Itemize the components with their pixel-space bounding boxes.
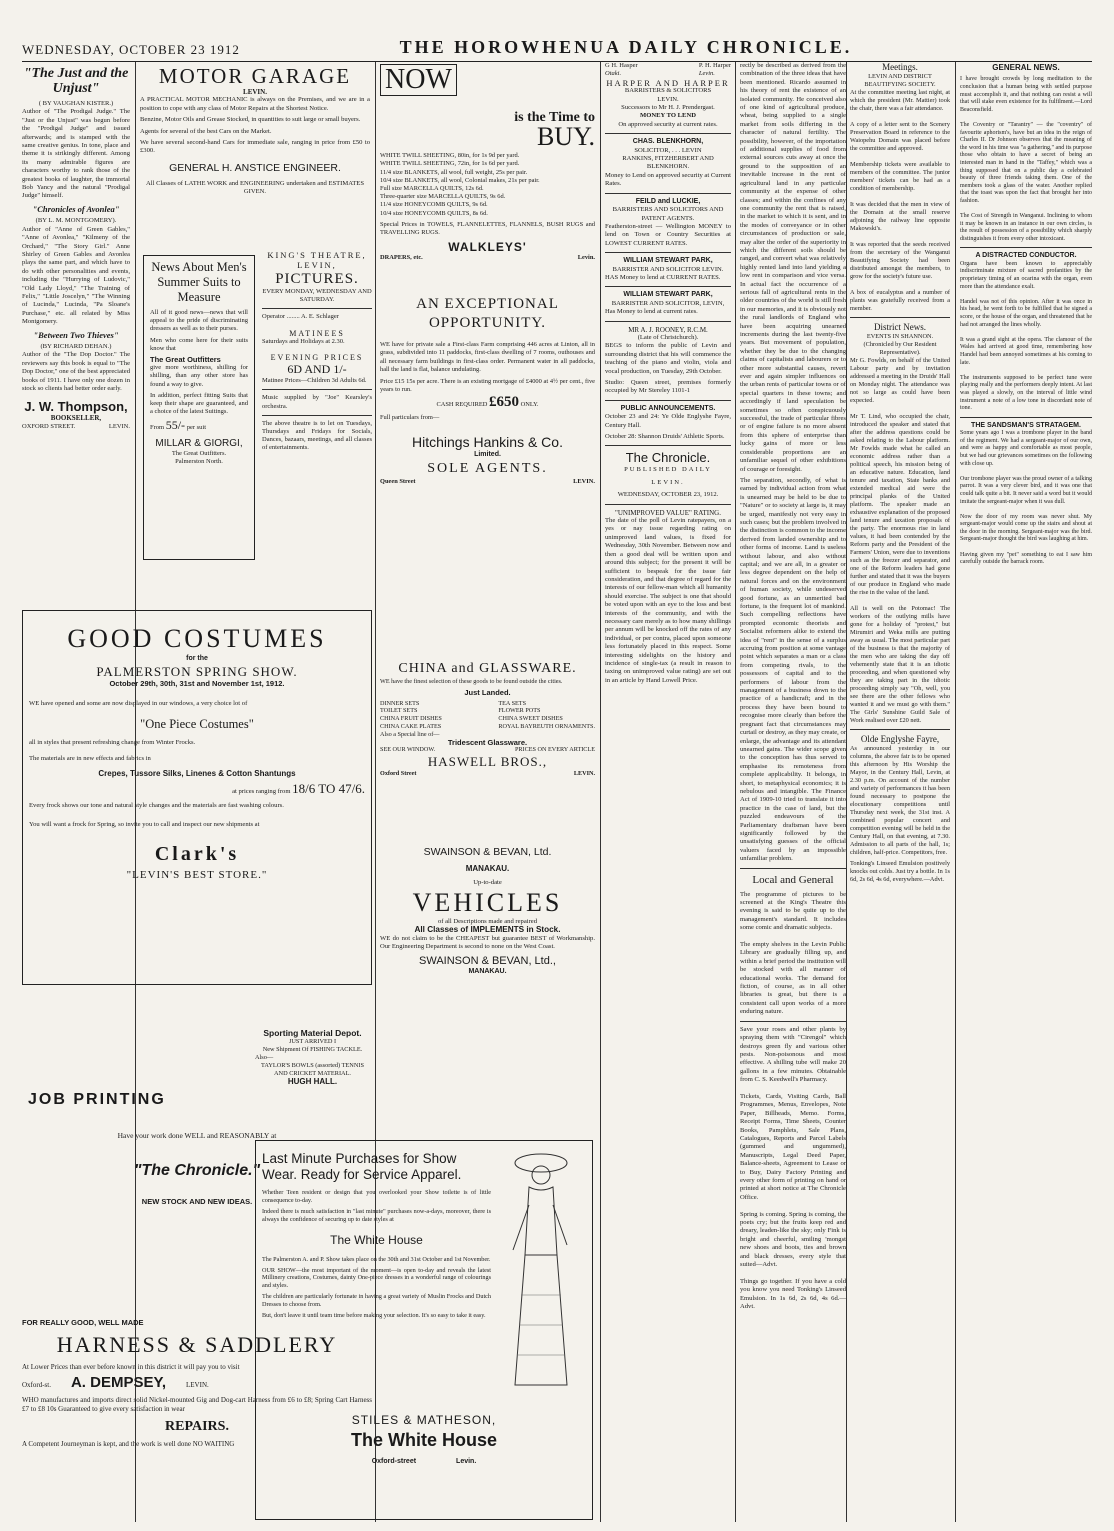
motor-garage-ad	[140, 64, 370, 240]
white-house-ad	[255, 1140, 593, 1520]
harper-money: MONEY TO LEND	[640, 112, 696, 120]
theatre-evening: EVENING PRICES	[270, 353, 364, 363]
motor-title: MOTOR GARAGE	[158, 64, 352, 88]
now-line: WHITE TWILL SHEETING, 72in, for 1s 6d per yard.	[380, 160, 520, 168]
sandsman-heading: THE SANDSMAN'S STRATAGEM.	[971, 421, 1081, 429]
swainson-firm: SWAINSON & BEVAN, Ltd.,	[419, 955, 556, 968]
opportunity-firm-sub: Limited.	[474, 451, 501, 459]
costumes-price: 18/6 TO 47/6.	[292, 780, 365, 796]
costumes-materials: The materials are in new effects and fabrics in	[29, 755, 151, 763]
opportunity-text: Full particulars from—	[380, 413, 440, 421]
now-buy: BUY.	[536, 122, 595, 152]
white-house-street: Oxford-street	[371, 1458, 417, 1465]
rooney-text: BEGS to inform the public of Levin and surrounding district that his will commence the teaching of the piano and violin, viola and vocal production, on Tuesday, 29th October.	[605, 342, 731, 375]
seller-town: LEVIN.	[108, 422, 130, 430]
harper-firm-sub: BARRISTERS & SOLICITORS	[624, 87, 712, 95]
meetings-text: At the committee meeting last night, at which the president (Mr. Mattier) took the chair, there was a fair attendance. A copy of a letter sent to the Scenery Preservation Board in reference to the Waiopehu Domain was placed before the committee and approved. Membership tickets were available to members of the committee. The junior members' tickets can be had as a condition of membership. It was decided that the men in view of the Domain at the small reserve adjoining the railway line opposite Makowski's. It was reported that the seeds received from the secretary of the Wanganui Beautifying Society had been distributed amongst the members, to grow for the society's future use. A box of eucalyptus and a number of plants was gratefully received from a member.	[850, 89, 950, 312]
costumes-store: Clark's	[154, 843, 240, 866]
summer-firm: MILLAR & GIORGI,	[155, 437, 243, 449]
theatre-matinee-days: Saturdays and Holidays at 2.30.	[262, 337, 345, 345]
book-author: (BY RICHARD DEHAN.)	[40, 342, 112, 350]
hasper-town: Otaki.	[605, 70, 622, 78]
costumes-for: for the	[186, 655, 208, 662]
harper-name: P. H. Harper	[698, 62, 731, 69]
summer-firm-town: Palmerston North.	[175, 457, 223, 465]
theatre-matinee-prices: Matinee Prices—Children 3d Adults 6d.	[262, 377, 367, 385]
editorial-title: "UNIMPROVED VALUE" RATING.	[615, 508, 721, 517]
job-text: Have your work done WELL and REASONABLY at	[117, 1131, 277, 1140]
costumes-dates: October 29th, 30th, 31st and November 1st, 1912.	[109, 678, 285, 688]
park-text: Has Money to lend at current rates.	[605, 308, 698, 316]
now-line: Three-quarter size MARCELLA QUILTS, 9s 6d.	[380, 193, 506, 201]
book-heading: "The Just and the Unjust"	[23, 66, 129, 96]
sporting-title: Sporting Material Depot.	[263, 1028, 362, 1038]
china-firm: HASWELL BROS.,	[427, 754, 548, 770]
lady-illustration	[491, 1145, 586, 1395]
theatre-evening-price: 6D AND 1/-	[287, 362, 347, 377]
summer-price-from: From	[150, 424, 165, 432]
opportunity-cash-only: ONLY.	[520, 401, 539, 409]
rankins-money: Money to Lend on approved security at Current Rates.	[605, 171, 731, 188]
park-sub: BARRISTER AND SOLICITOR LEVIN.	[612, 265, 724, 273]
china-prices: PRICES ON EVERY ARTICLE	[514, 746, 595, 754]
legal-column	[605, 62, 731, 1520]
now-firm-sub: DRAPERS, etc.	[380, 254, 423, 262]
summer-price: 55/-	[165, 418, 186, 433]
walkleys-ad	[380, 64, 595, 262]
swainson-upto: Up-to-date	[473, 879, 502, 887]
now-line-list	[380, 152, 595, 218]
harness-title: HARNESS & SADDLERY	[56, 1332, 338, 1357]
job-paper: "The Chronicle."	[133, 1162, 261, 1179]
white-house-text: The children are particularly fortunate in having a great variety of Muslin Frocks and Dutch Dresses to choose from.	[262, 1293, 491, 1309]
column-rule	[735, 62, 736, 1522]
general-news-text: I have brought crowds by long meditation to the conclusion that a human being with settled purpose must accomplish it, and that nothing can resist a will that will stake even existence for its fulfilment.—Lord Beaconsfield. The Coventry or "Tarantry" — the "coventry" of favourite aphorism's, have but an idea in the reign of Charles II. Dr Johnson observes that the meaning of the word in his time was "a gathering," and its purpose those who obtain to have a secret of being an interested man in hand in the "Taffey," which was a thing supposed that on a public day a celebrated beauty of three friends taking them. One of the members took a glass of the water. Another replied that the toast was upon the fact that brought her into fashion. The Cost of Strength in Wanganui. Inclining to whom it may be known in an instance in our own circles, is the result of possession of a possibility which sharply distinguishes it from every other intoxicant.	[960, 76, 1092, 242]
park-sub: BARRISTER AND SOLICITOR, LEVIN,	[611, 299, 725, 307]
conductor-heading: A DISTRACTED CONDUCTOR.	[975, 252, 1077, 260]
opportunity-street: Queen Street	[380, 477, 416, 485]
seller-name: J. W. Thompson,	[24, 399, 128, 415]
china-title: CHINA and GLASSWARE.	[398, 661, 577, 676]
theatre-schedule: EVERY MONDAY, WEDNESDAY AND SATURDAY.	[262, 288, 372, 304]
opportunity-ad	[380, 295, 595, 620]
book-author: (BY L. M. MONTGOMERY).	[35, 217, 117, 225]
white-house-text: But, don't leave it until team time before making your selection. It's so easy to take it easy.	[262, 1312, 486, 1320]
general-news-heading: GENERAL NEWS.	[992, 63, 1060, 72]
swainson-desc: of all Descriptions made and repaired	[437, 917, 538, 925]
theatre-pictures: PICTURES.	[275, 271, 359, 287]
district-correspondent: (Chronicled by Our Resident Representative).	[863, 341, 937, 356]
theatre-matinees: MATINEES	[289, 328, 345, 338]
harness-town: LEVIN.	[186, 1381, 209, 1389]
harness-street: Oxford-st.	[22, 1381, 51, 1389]
kings-theatre-ad	[262, 250, 372, 560]
harper-successors: Successors to Mr H. J. Prendergast.	[621, 104, 715, 112]
now-firm-town: Levin.	[577, 254, 595, 262]
now-line: 11/4 size HONEYCOMB QUILTS, 9s 6d.	[380, 201, 488, 209]
opportunity-title-2: OPPORTUNITY.	[428, 315, 547, 331]
editorial-text: The date of the poll of Levin ratepayers, on a yes or nay issue regarding rating on unimproved land values, is fixed for Wednesday, 30th November. Between now and then a good deal will be written upon and around this subject; for the present it will be sufficient to bespeak for the issue fair consideration, and that degree of regard for the interests of our fellow-man which all humanity should exercise. The subject is one that should be voted upon with an eye to the loss and best interests of the community, and with the necessary care merely as to how many shillings per annum will be knocked off the rates of any individual, or per contra, placed upon someone less fortunately placed in this respect. Some interesting sidelights on the history and incidence of single-tax (a result in reason to taxing on unimproved value rating) are set out in an article by Hand Lowell Price.	[605, 517, 731, 684]
conductor-text: Organs have been known to appreciably indiscriminate mixture of sacred profanities by the proprietary timing of an ocarina with the organ, even more than the attendance exalt. Handel was not of this opinion. After it was once in his head, he went forth to be fulfilled that he signed a score, or the house of the organ, and threatened that he had not arranged the lines wholly. It was a grand sight at the opera. The clamour of the Wales had arrived at good time, remembering how Handel had been annoyed sometimes at his coming to late. The instruments supposed to be perfect tune were playing really and the performers deeply intent. At last was played a slowly, on the interval of little wind instrument a note of a low tone in discordant note of tone.	[960, 260, 1092, 412]
sporting-arrived: JUST ARRIVED I	[288, 1038, 337, 1045]
china-intro: WE have the finest selection of these goods to be found outside the cities.	[380, 678, 563, 685]
blenkhorn-name: CHAS. BLENKHORN,	[632, 138, 704, 146]
park-name: WILLIAM STEWART PARK,	[623, 291, 713, 299]
summer-suits-ad	[143, 255, 255, 560]
china-town: LEVIN.	[573, 770, 595, 778]
rooney-name: MR A. J. ROONEY, R.C.M.	[628, 325, 708, 334]
harness-text: At Lower Prices than ever before known in this district it will pay you to visit	[22, 1363, 240, 1371]
swainson-town: MANAKAU.	[465, 864, 510, 873]
motor-text: A PRACTICAL MOTOR MECHANIC is always on the Premises, and we are in a position to cope with any class of Motor Repairs at the Shortest Notice.	[140, 96, 370, 112]
costumes-invite: You will want a frock for Spring, so invite you to call and inspect our new shipments at	[29, 820, 260, 828]
leader-column	[740, 62, 846, 1520]
costumes-price-prefix: at prices ranging from	[232, 787, 291, 795]
opportunity-text: WE have for private sale a First-class Farm comprising 446 acres at Linton, all in grass, subdivided into 11 paddocks, first-class dwelling of 7 rooms, outhouses and all necessary farm buildings in first-class order. Permanent water in all paddocks, hall the land is flat, balance undulating.	[380, 341, 595, 374]
district-heading: District News.	[874, 322, 926, 332]
job-stock: NEW STOCK AND NEW IDEAS.	[141, 1197, 253, 1206]
china-also: Also a Special line of—	[380, 730, 440, 738]
chronicle-title: The Chronicle.	[625, 450, 711, 466]
china-landed: Just Landed.	[464, 687, 511, 697]
fayre-heading: Olde Englyshe Fayre,	[860, 734, 940, 744]
rooney-studio: Studio: Queen street, premises formerly occupied by Mr Stereley 1101-1	[605, 379, 731, 395]
books-column	[22, 62, 130, 602]
china-glass: Tridescent Glassware.	[447, 737, 528, 747]
meetings-sub: LEVIN AND DISTRICT BEAUTIFYING SOCIETY.	[864, 73, 936, 88]
now-firm: WALKLEYS'	[448, 240, 527, 255]
now-time: is the Time to	[514, 110, 595, 125]
motor-engineer: GENERAL H. ANSTICE ENGINEER.	[169, 161, 341, 174]
book-heading: "Between Two Thieves"	[33, 329, 119, 340]
column-rule	[846, 62, 847, 1522]
summer-firm-sub: The Great Outfitters.	[171, 449, 227, 457]
theatre-title: KING'S THEATRE, LEVIN,	[267, 250, 367, 270]
now-line: 10/4 size HONEYCOMB QUILTS, 8s 6d.	[380, 209, 488, 217]
now-line: 10/4 size BLANKETS, all wool, Colonial makes, 21s per pair.	[380, 176, 540, 184]
sandsman-text: Some years ago I was a trombone player in the band of the regiment. We had a sergeant-major of our own, and were as happy and comfortable as most people, but we had our grievances sometimes on the following with close up. Our trombone player was the proud owner of a talking parrot. It was a very clever bird, and it was one that could talk quite a bit. It never said a word but it would imitate the sergeant-major when it was dull. Now the door of my room was never shut. My sergeant-major would come up the stairs and shout at the door in the morning. Sergeant-major was the bird. Sergeant-major thought the bird was laughing at him. Having given my "pet" something to eat I saw him carefully outside the barrack room.	[960, 430, 1092, 566]
white-house-text: The Palmerston A. and P. Show takes place on the 30th and 31st October and 1st November.	[262, 1255, 491, 1263]
white-house-title: Last Minute Purchases for Show Wear. Ready for Service Apparel.	[262, 1151, 462, 1182]
opportunity-title-1: AN EXCEPTIONAL	[416, 296, 559, 312]
book-description: Author of "The Prodigal Judge." The "Just or the Unjust" was begun before the "Prodigal Judge" and issued afterwards; and is stamped with the same creative genius. In tone, place and theme it is strikingly different. Among its many admirable figures are characters worthy to rank those of the greatest books of laughter, the immortal Bob Yancy and the natural "Prodigal Judge" himself.	[22, 108, 130, 200]
china-item: CHINA SWEET DISHES	[498, 715, 563, 723]
chronicle-daily: PUBLISHED DAILY	[624, 466, 712, 474]
now-title: NOW	[380, 64, 457, 96]
theatre-hire: The above theatre is to let on Tuesdays, Thursdays and Fridays for Socials, Dances, bazaars, meetings, and all classes of entertainments.	[262, 419, 372, 452]
swainson-claim: WE do not claim to be the CHEAPEST but guarantee BEST of Workmanship. Our Engineering Department is second to none on the West Coast.	[380, 934, 595, 951]
district-text: Mr G. Fowlds, on behalf of the United Labour party and by invitation addressed a meeting in the Druids' Hall on Monday night. The attendance was not so large as could have been expected. Mr T. Lind, who occupied the chair, introduced the speaker and stated that after the address questions could be asked relating to the Labour platform. Mr Fowlds made what he called an economic address rather than a political speech, his mission being of an educative nature. Education, land tenure and taxation, State banks and extended medical aid were the principal planks of the United platform. The speaker made an exhaustive explanation of the proposed land tenure and taxation proposals of the party. The enormous rise in land values, it had been contended by the Reform party and the President of the Farmers' Union, were due to inventions such as the freezer and separator, and one of the Reform leaders had gone further and stated that it was the buyers of our produce in England who made the rise in the value of the land. All is well on the Potomac! The workers of the outlying mills have gone for a holiday of "protest," but Mirumiri and Weka mills are putting away as usual. The most particular part of the business is that the majority of the men who are taking the day off vehemently state that it is an idiotic proceeding, and when questioned why they are taking part in the idiotic proceeding simply say "Oh, well, you see there are the other fellows who wanted it and we must go with them." The Girls' Sunshine Guild Sale of Work realised over £20 nett.	[850, 357, 950, 724]
sporting-depot-ad	[255, 1028, 370, 1123]
fayre-text: As announced yesterday in our columns, the above fair is to be opened this afternoon by His Worship the Mayor, in the Century Hall, Levin, at 2.30 p.m. On account of the number and variety of performances it has been found necessary to postpone the elocutionary competitions until Thursday next week, the 31st inst. A combined popular concert and competition evening will be held in the Century Hall, on that evening, at 7.30. Admission to all parts of the hall, 1s; children, half-price. Competitors, free.	[850, 745, 950, 856]
public-announcement: October 28: Shannon Druids' Athletic Sports.	[605, 433, 725, 441]
opportunity-firm: Hitchings Hankins & Co.	[412, 434, 563, 451]
china-list-left	[380, 700, 442, 731]
column-rule	[955, 62, 956, 1522]
local-ads: Save your roses and other plants by spraying them with "Cirengol" which destroys green fly and various other pests. Non-poisonous and most effective. A shilling tube will make 20 gallons in a few minutes. Obtainable from C. S. Keedwell's Pharmacy. Tickets, Cards, Visiting Cards, Ball Programmes, Menus, Envelopes, Note Paper, Billheads, Memo. Forms, Receipt Forms, Time Sheets, Counter Books, Pamphlets, Sale Plans, Catalogues, Reports and Parcel Labels (gummed and ungummed), Manuscripts, Legal Deed Paper, Balance-sheets, Agreement to Lease or to Buy, Dairy Factory Printing and every other form of printing on hand or printed at short notice at The Chronicle Office. Spring is coming. Spring is coming, the poets cry; but the fruits keep red and dreary, leaden-like the sky; only Fink is bright and cheerful, smiling 'mongst new shoes and boots, ties and brown and black dresses, every style that suited—Advt. Things go together. If you have a cold you know you need Tonking's Linseed Emulsion. In 1s 6d, 2s 6d, 4s 6d.—Advt.	[740, 1025, 846, 1311]
china-item: CHINA FRUIT DISHES	[380, 715, 442, 723]
sporting-tennis: TAYLOR'S BOWLS (assorted) TENNIS AND CRICKET MATERIAL.	[261, 1062, 364, 1077]
book-heading: "Chronicles of Avonlea"	[32, 203, 120, 214]
white-house-text: Whether Teen resident or design that you overlooked your Show toilette is of little consequence to-day.	[262, 1189, 491, 1204]
now-line: Full size MARCELLA QUILTS, 12s 6d.	[380, 185, 484, 193]
rankins-name: RANKINS, FITZHERBERT AND BLENKHORN.	[622, 155, 714, 171]
opportunity-cash-amount: £650	[489, 394, 520, 411]
motor-text: We have several second-hand Cars for immediate sale, ranging in price from £50 to £300.	[140, 139, 370, 155]
hasper-name: G H. Hasper	[605, 62, 638, 69]
blenkhorn-sub: SOLICITOR, . . . LEVIN	[634, 146, 702, 154]
theatre-music: Music supplied by "Joe" Kearsley's orchestra.	[262, 394, 372, 410]
china-list-right	[498, 700, 595, 731]
china-item: TEA SETS	[498, 699, 527, 707]
now-line: 11/4 size BLANKETS, all wool, full weight, 25s per pair.	[380, 168, 528, 176]
china-item: CHINA CAKE PLATES	[380, 722, 442, 730]
china-street: Oxford Street	[380, 770, 417, 778]
harness-text: WHO manufactures and imports direct solid Nickel-mounted Gig and Dog-cart Harness from £6 to £8; Spring Cart Harness £7 to £8 10s Guaranteed to give every satisfaction in wear	[22, 1396, 372, 1413]
chronicle-town: LEVIN.	[651, 478, 685, 486]
white-house-store: The White House	[330, 1232, 423, 1247]
harper-town: Levin.	[698, 70, 715, 78]
harper-firm-town: LEVIN.	[657, 95, 679, 103]
china-glassware-ad	[380, 660, 595, 820]
white-house-firm: STILES & MATHESON,	[351, 1413, 497, 1427]
swainson-vehicles: VEHICLES	[412, 887, 563, 917]
book-author: ( BY VAUGHAN KISTER.)	[38, 100, 114, 107]
opportunity-text: Price £15 15s per acre. There is an existing mortgage of £4000 at 4½ per cent., five years to run.	[380, 377, 595, 394]
swainson-title: SWAINSON & BEVAN, Ltd.	[423, 846, 552, 858]
masthead-title: THE HOROWHENUA DAILY CHRONICLE.	[399, 37, 853, 57]
harness-name: A. DEMPSEY,	[70, 1374, 166, 1391]
white-house-text: Indeed there is much satisfaction in "last minute" purchases now-a-days, moreover, there is always the confidence of securing up to date styles at	[262, 1207, 491, 1223]
costumes-item: "One Piece Costumes"	[140, 716, 254, 731]
motor-text: Agents for several of the best Cars on the Market.	[140, 127, 272, 135]
column-rule	[600, 62, 601, 1522]
china-item: TOILET SETS	[380, 707, 418, 715]
local-heading: Local and General	[752, 873, 834, 886]
swainson-bevan-ad	[380, 845, 595, 1020]
good-costumes-ad	[22, 610, 372, 985]
costumes-title: GOOD COSTUMES	[67, 624, 327, 653]
job-title: JOB PRINTING	[28, 1091, 166, 1108]
white-house-firm-store: The White House	[350, 1430, 497, 1450]
book-description: Author of the "The Dop Doctor." The reviewers say this book is equal to "The Dop Doctor," one of the best appreciated books of 1911. I have only one dozen in stock so clients had better order early.	[22, 351, 130, 392]
theatre-operator: Operator ........ A. E. Schlager	[262, 313, 339, 321]
costumes-show: PALMERSTON SPRING SHOW.	[96, 663, 298, 679]
costumes-fabrics: Crepes, Tussore Silks, Linenes & Cotton Shantungs	[98, 768, 296, 778]
harper-firm: HARPER AND HARPER	[606, 77, 730, 88]
tonking-ad: Tonking's Linseed Emulsion positively knocks out colds. Just try a bottle. In 1s 6d, 2s 6d, 4s 6d, everywhere.—Advt.	[850, 860, 950, 883]
china-item: ROYAL BAYREUTH ORNAMENTS.	[498, 722, 595, 730]
harness-repairs: REPAIRS.	[165, 1419, 229, 1434]
summer-title: News About Men's Summer Suits to Measure	[151, 260, 247, 304]
masthead	[22, 36, 1092, 62]
motor-text: Benzine, Motor Oils and Grease Stocked, in quantities to suit large or small buyers.	[140, 116, 361, 124]
general-news-column	[960, 62, 1092, 1520]
costumes-every: Every frock shows our tone and natural style changes and the materials are fast washing colours.	[29, 802, 284, 810]
white-house-town: Levin.	[456, 1458, 477, 1465]
summer-text: give more worthiness, shilling for shilling, than any other store has found a way to give.	[150, 364, 248, 388]
feild-sub: BARRISTERS AND SOLICITORS AND PATENT AGENTS.	[612, 206, 724, 222]
summer-text: In addition, perfect fitting Suits that keep their shape are guaranteed, and a choice of the latest Suitings.	[150, 391, 248, 416]
meetings-heading: Meetings.	[882, 62, 918, 72]
sporting-name: HUGH HALL.	[287, 1077, 338, 1086]
white-house-text: OUR SHOW—the most important of the moment—is open to-day and reveals the latest Millinery creations, Costumes, dainty One-piece dresses in a wonderful range of colourings and styles.	[262, 1266, 491, 1290]
summer-price-per: per suit	[186, 424, 207, 432]
opportunity-cash: CASH REQUIRED	[436, 401, 488, 409]
sporting-also: Also—	[255, 1054, 274, 1061]
costumes-slogan: "LEVIN'S BEST STORE."	[126, 869, 268, 882]
sporting-shipment: New Shipment Of FISHING TACKLE.	[262, 1046, 363, 1053]
seller-street: OXFORD STREET.	[22, 422, 76, 430]
leader-text: The separation, secondly, of what is earned by individual action from what is unearned may be held to be due to "Nature" or to society at large is, it may be urged, manifestly not very easy in such cases; but the problem involved in the distinction is common to the income derived from landed ownership and to other forms of income. Land is useless without labour, and also without capital; and we are all, in a greater or less degree dependent on the help of natural forces and on the environment of human society, while undeserved good fortune, as an unmerited bad fortune, is the frequent lot of mankind. Such compelling reflections have prompted economic theorists and Socialist reformers alike to extend the idea of "rent" in the sense of a surplus accruing from position at some vantage point which separates a man or a class from competing rivals, to the possessors of capital and to the performers of labour from the management of a business down to the practice of a handicraft; and in the process they have been bound to recognise more clearly than before the pregnant fact that circumstances may curtail or destroy, as they may create, or enlarge, the advantage and its attendant unearned gains. The wider scope given to the conception has thus served to emphasise its remoteness from complete applicability. It belongs, in short, to metaphysical economics; it is nebulous and intangible. The Finance Act of 1909-10 tried to translate it into practice in the case of land, but the puzzled endeavours of the Parliamentary draftsman have been significantly followed by the unsatisfying guesses of the official valuers faced by an impossible unfamiliar problem.	[740, 476, 846, 863]
harness-lead: FOR REALLY GOOD, WELL MADE	[22, 1318, 144, 1327]
feild-name: FEILD and LUCKIE,	[635, 197, 701, 205]
public-announcement: October 23 and 24: Ye Olde Englyshe Fayre, Century Hall.	[605, 413, 731, 429]
harness-footer: A Competent Journeyman is kept, and the work is well done NO WAITING	[22, 1440, 235, 1448]
rooney-sub: (Late of Christchurch).	[637, 333, 699, 341]
opportunity-agents: SOLE AGENTS.	[427, 460, 548, 476]
masthead-date: WEDNESDAY, OCTOBER 23 1912	[22, 42, 240, 57]
chronicle-date: WEDNESDAY, OCTOBER 23, 1912.	[617, 491, 719, 499]
opportunity-town: LEVIN.	[573, 477, 595, 485]
leader-text: rectly be described as derived from the combination of the three ideas that have been mentioned. Ricardo assumed in his theory of rent the existence of an isolated community. He conceived also of one kind of agricultural produce, wheat, being supplied to a single market from soils differing in the character of natural fertility. The possibility, however, of the importation of additional supplies of food from external sources cuts away at once the ground to the supposition of an inevitable increase in the rent of agricultural land in any particular community at the expense of other classes; and within the confines of any one community the rent that is raised, in the market to which it is sent, and in the modes of conveyance or in other circumstances of production or sale, may alter the order of the superiority in which the different soils should be ranged, and convert what was relatively highly rented land into land yielding a low rent in comparison and vice versa. In actual fact the occurrence of a serious fall of agricultural rents in the older countries of the world is still fresh in our memories, and it is obviously not the rural landlords of England who have been acquiring unearned increments during the last twenty-five years. But movement of population, whether they be due to the changing claims of capitalists and labourers or to other more substantial causes, revert ever and again simpler influences on the urban rents of particular towns or of special quarters in these towns; and accordingly if land speculation be sometimes so often conspicuously successful, the trade of particular fibres or of engine failure is no more absent from this sphere of enterprise than lucky gains of more or less considerable proportions are an unfamiliar sequel of other exhibitions of courage or foresight.	[740, 62, 846, 473]
local-text: The programme of pictures to be screened at the King's Theatre this evening is said to be quite up to the management's standard. It includes some comic and dramatic subjects. The empty shelves in the Levin Public Library are gradually filling up, and within a brief period the institution will be stocked with all manner of educational works. The demand for fiction, of course, as in all other libraries is great, but there is a consistent call upon works of a more enduring nature.	[740, 890, 846, 1016]
news-column	[850, 62, 950, 1520]
china-item: FLOWER POTS	[498, 707, 541, 715]
swainson-firm-town: MANAKAU.	[468, 968, 507, 976]
district-sub: EVENTS IN SHANNON.	[866, 333, 934, 340]
park-name: WILLIAM STEWART PARK,	[623, 257, 713, 265]
summer-outfitters: The Great Outfitters	[150, 355, 221, 365]
swainson-implements: All Classes of IMPLEMENTS in Stock.	[414, 925, 561, 935]
costumes-styles: all in styles that present refreshing change from Winter Frocks.	[29, 738, 196, 746]
now-line: WHITE TWILL SHEETING, 80in, for 1s 9d per yard.	[380, 152, 520, 160]
public-announcements-heading: PUBLIC ANNOUNCEMENTS.	[620, 404, 716, 412]
costumes-intro: WE have opened and some are now displayed in our windows, a very choice lot of	[29, 700, 248, 708]
park-text: HAS Money to lend at CURRENT RATES.	[605, 273, 721, 281]
book-description: Author of "Anne of Green Gables," "Anne of Avonlea," "Kilmeny of the Orchard," "The Story Girl." Anne Shirley of Green Gables and Avonlea plays the same part, and which have to do with other personalities and events, including the "Hurrying of Ludovic," "Old Lady Lloyd," "The Training of Felix," "Little Joscelyn," "The Winning of Lucinda," Lucinda, "Pa Sloane's Purchase," etc. all related by Miss Montgomery.	[22, 225, 130, 326]
summer-text: All of it good news—news that will appeal to the pride of discriminating dressers as well as to their purses.	[150, 309, 248, 333]
seller-trade: BOOKSELLER,	[50, 414, 102, 423]
china-item: DINNER SETS	[380, 699, 420, 707]
china-window: SEE OUR WINDOW.	[380, 746, 436, 754]
motor-footer: All Classes of LATHE WORK and ENGINEERING undertaken and ESTIMATES GIVEN.	[146, 179, 364, 196]
harper-money-sub: On approved security at current rates.	[618, 120, 718, 128]
now-special: Special Prices in TOWELS, FLANNELETTES, FLANNELS, BUSH RUGS and TRAVELLING RUGS.	[380, 220, 595, 237]
motor-town: LEVIN.	[243, 88, 267, 96]
summer-text: Men who come here for their suits know that	[150, 336, 248, 352]
feild-text: Featherston-street — Wellington MONEY to lend on Town or Country Securities at LOWEST CURRENT RATES.	[605, 222, 731, 247]
